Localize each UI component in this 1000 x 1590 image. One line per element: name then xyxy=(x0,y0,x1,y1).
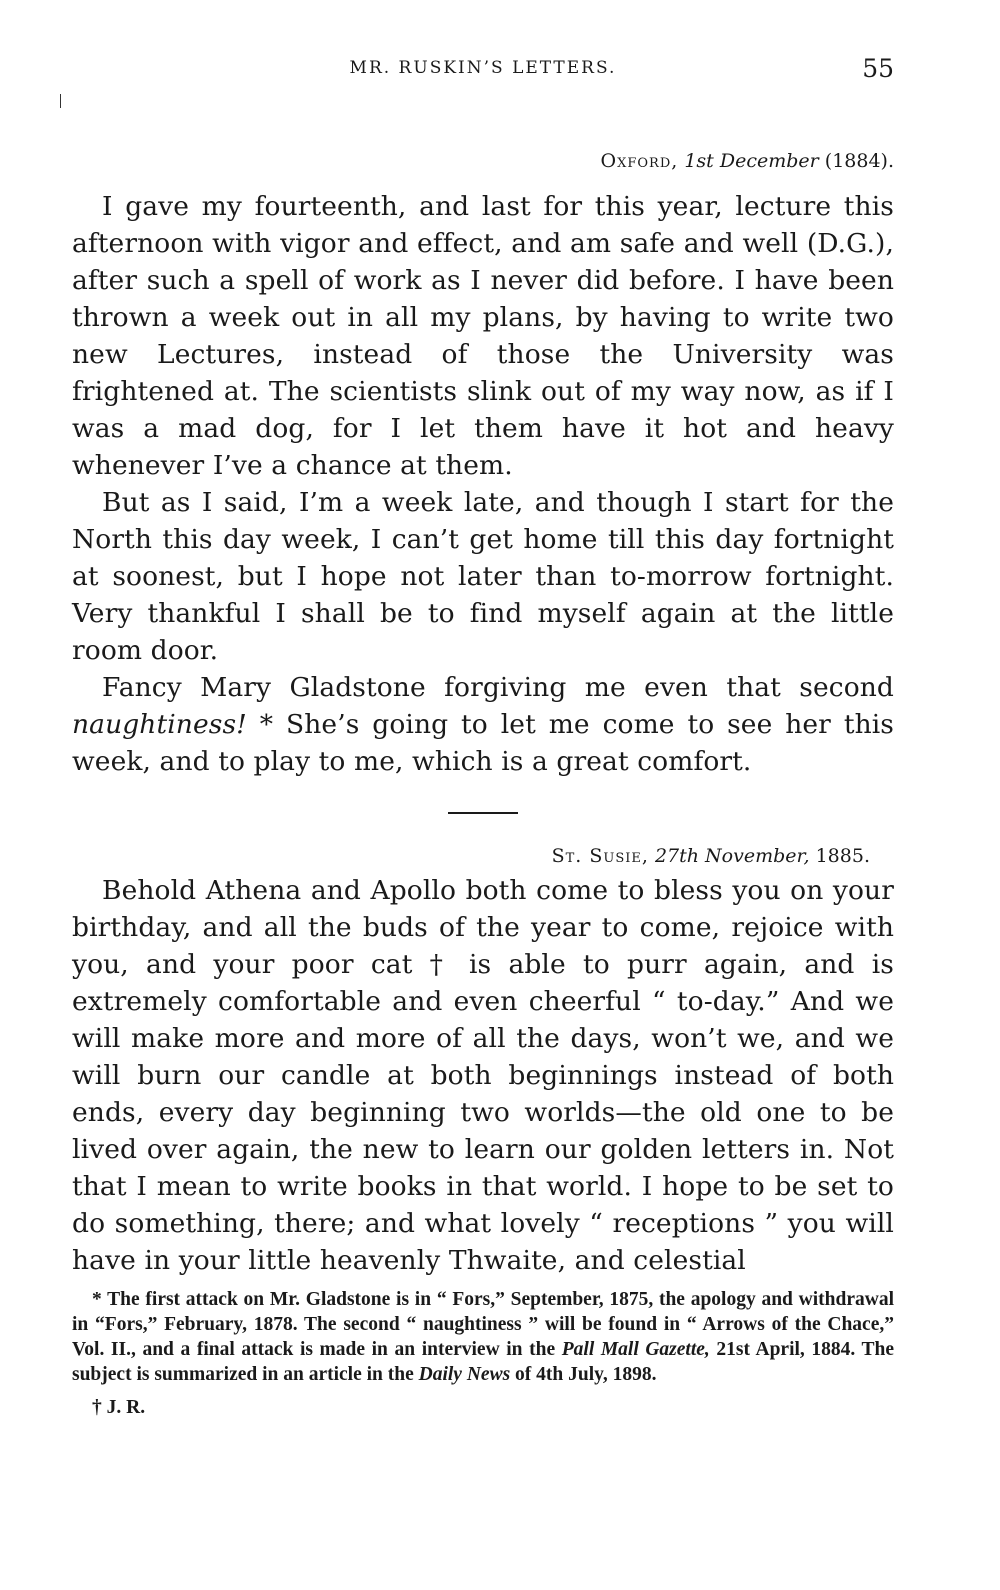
dateline-year: (1884). xyxy=(824,150,894,172)
section-divider xyxy=(72,812,894,814)
stray-print-mark xyxy=(60,94,61,108)
footnote-star-text-3: of 4th July, 1898. xyxy=(515,1364,657,1385)
dateline-place: Oxford, xyxy=(600,150,679,172)
letter-1 xyxy=(72,150,894,172)
letter-2-paragraph: Behold Athena and Apollo both come to bless you on your birthday, and all the buds of the year to come, rejoice with you, and your poor cat † is able to purr again, and is extremely comfortable and even cheerful “ to-day.” And we will make more and more of all the days, won’t we, and we will burn our candle at both beginnings instead of both ends, every day beginning two worlds—the old one to be lived over again, the new to learn our golden letters in. Not that I mean to write books in that world. I hope to be set to do something, there; and what lovely “ receptions ” you will have in your little heavenly Thwaite, and celestial xyxy=(72,875,894,1276)
dateline-place: St. Susie, xyxy=(551,845,649,867)
page-number: 55 xyxy=(862,54,894,83)
footnote-star xyxy=(72,1287,894,1387)
letter-2-dateline xyxy=(72,845,894,867)
footnotes xyxy=(72,1287,894,1420)
letter-2-body xyxy=(72,872,894,1279)
divider-rule xyxy=(448,812,518,814)
running-head xyxy=(72,54,894,88)
dateline-date: 1st December xyxy=(684,150,819,172)
letter-1-paragraph-3 xyxy=(72,669,894,780)
footnote-star-text-1: * The first attack on Mr. Gladstone is in “ Fors,” September, 1875, the apology and withdrawal in “Fors,” February, 1878. The second “ naughtiness ” will be found in “ Arrows of the Chace,” Vol. II., and a final attack is made in an interview in the xyxy=(72,1289,894,1360)
footnote-dagger: † J. R. xyxy=(92,1397,146,1418)
letter-1-paragraph-1: I gave my fourteenth, and last for this year, lecture this afternoon with vigor and effect, and am safe and well (D.G.), after such a spell of work as I never did before. I have been thrown a week out in all my plans, by having to write two new Lectures, instead of those the University was frightened at. The scientists slink out of my way now, as if I was a mad dog, for I let them have it hot and heavy whenever I’ve a chance at them. xyxy=(72,191,894,481)
dateline-year: 1885. xyxy=(815,845,870,867)
p3-start: Fancy Mary Gladstone forgiving me even that second xyxy=(102,672,894,703)
p3-end: She’s going to let me come to see her this week, and to play to me, which is a great comfort. xyxy=(72,709,895,777)
letter-1-paragraph-2: But as I said, I’m a week late, and though I start for the North this day week, I can’t get home till this day fortnight at soonest, but I hope not later than to-morrow fortnight. Very thankful I shall be to find myself again at the little room door. xyxy=(72,487,894,666)
dateline-date: 27th November, xyxy=(654,845,810,867)
footnote-star-pmg: Pall Mall Gazette, xyxy=(561,1339,710,1360)
p3-italic: naughtiness! * xyxy=(72,709,274,740)
letter-1-body xyxy=(72,188,894,780)
footnote-star-dn: Daily News xyxy=(418,1364,511,1385)
letter-1-dateline xyxy=(72,150,894,172)
footnote-star-text-2: 21st April, 1884. The subject is summarized in an article in the xyxy=(72,1339,895,1385)
running-title: MR. RUSKIN’S LETTERS. xyxy=(349,58,617,78)
letter-2 xyxy=(72,845,894,867)
